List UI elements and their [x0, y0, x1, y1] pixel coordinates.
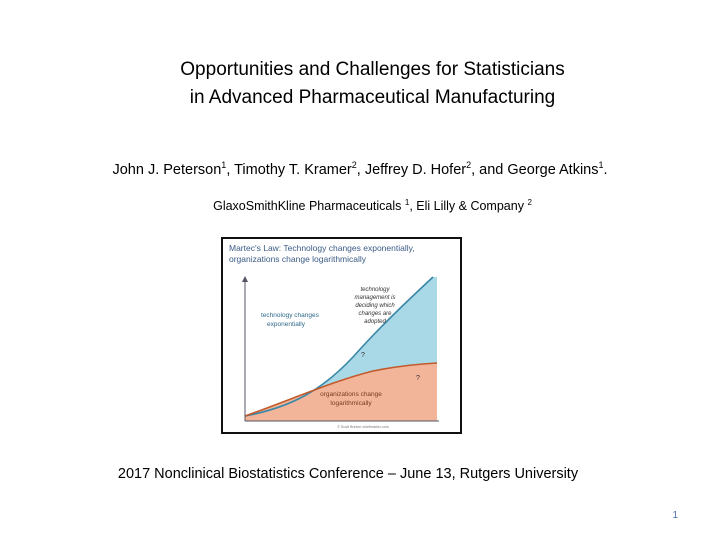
author-affiliation-mark: 2 [466, 160, 472, 170]
author-separator: . [603, 161, 608, 178]
management-label-4: changes are [358, 311, 392, 317]
title-line-2: in Advanced Pharmaceutical Manufacturing [189, 87, 556, 108]
management-label-2: management is [354, 295, 396, 301]
martec-law-illustration [223, 239, 460, 432]
management-label-5: adopted [364, 319, 386, 325]
author-affiliation-mark: 1 [221, 160, 227, 170]
figure-header-line-1: Martec's Law: Technology changes exponentially, [229, 243, 415, 253]
author-name: Timothy T. Kramer [234, 161, 352, 178]
author-separator: , and [471, 161, 508, 178]
organization-label-2: logarithmically [330, 400, 372, 407]
author-separator: , [356, 161, 365, 178]
title-line-1: Opportunities and Challenges for Statisticians [180, 59, 565, 80]
author-name: John J. Peterson [112, 161, 222, 178]
martec-law-figure [221, 237, 462, 434]
management-label-3: deciding which [355, 303, 395, 309]
affiliation-mark: 1 [404, 198, 410, 207]
organization-label-1: organizations change [320, 391, 382, 398]
management-label-1: technology [360, 287, 390, 293]
affiliation-list [0, 198, 720, 213]
technology-label-2: exponentially [267, 321, 305, 328]
affiliation-name: Eli Lilly & Company [416, 199, 524, 214]
technology-label-1: technology changes [261, 312, 319, 319]
author-affiliation-mark: 1 [598, 160, 604, 170]
author-name: Jeffrey D. Hofer [364, 161, 467, 178]
figure-credit: © Scott Brinker chiefmartec.com [337, 425, 389, 429]
author-list [0, 160, 720, 178]
slide-title [0, 56, 720, 112]
affiliation-separator: , [409, 199, 417, 214]
conference-line: 2017 Nonclinical Biostatistics Conference – June 13, Rutgers University [117, 466, 579, 482]
author-separator: , [226, 161, 235, 178]
page-number: 1 [672, 510, 678, 521]
affiliation-mark: 2 [527, 198, 532, 207]
author-affiliation-mark: 2 [351, 160, 357, 170]
question-mark-upper: ? [361, 352, 365, 359]
affiliation-name: GlaxoSmithKline Pharmaceuticals [213, 199, 402, 214]
figure-header-line-2: organizations change logarithmically [229, 254, 367, 264]
author-name: George Atkins [507, 161, 599, 178]
question-mark-lower: ? [416, 375, 420, 382]
